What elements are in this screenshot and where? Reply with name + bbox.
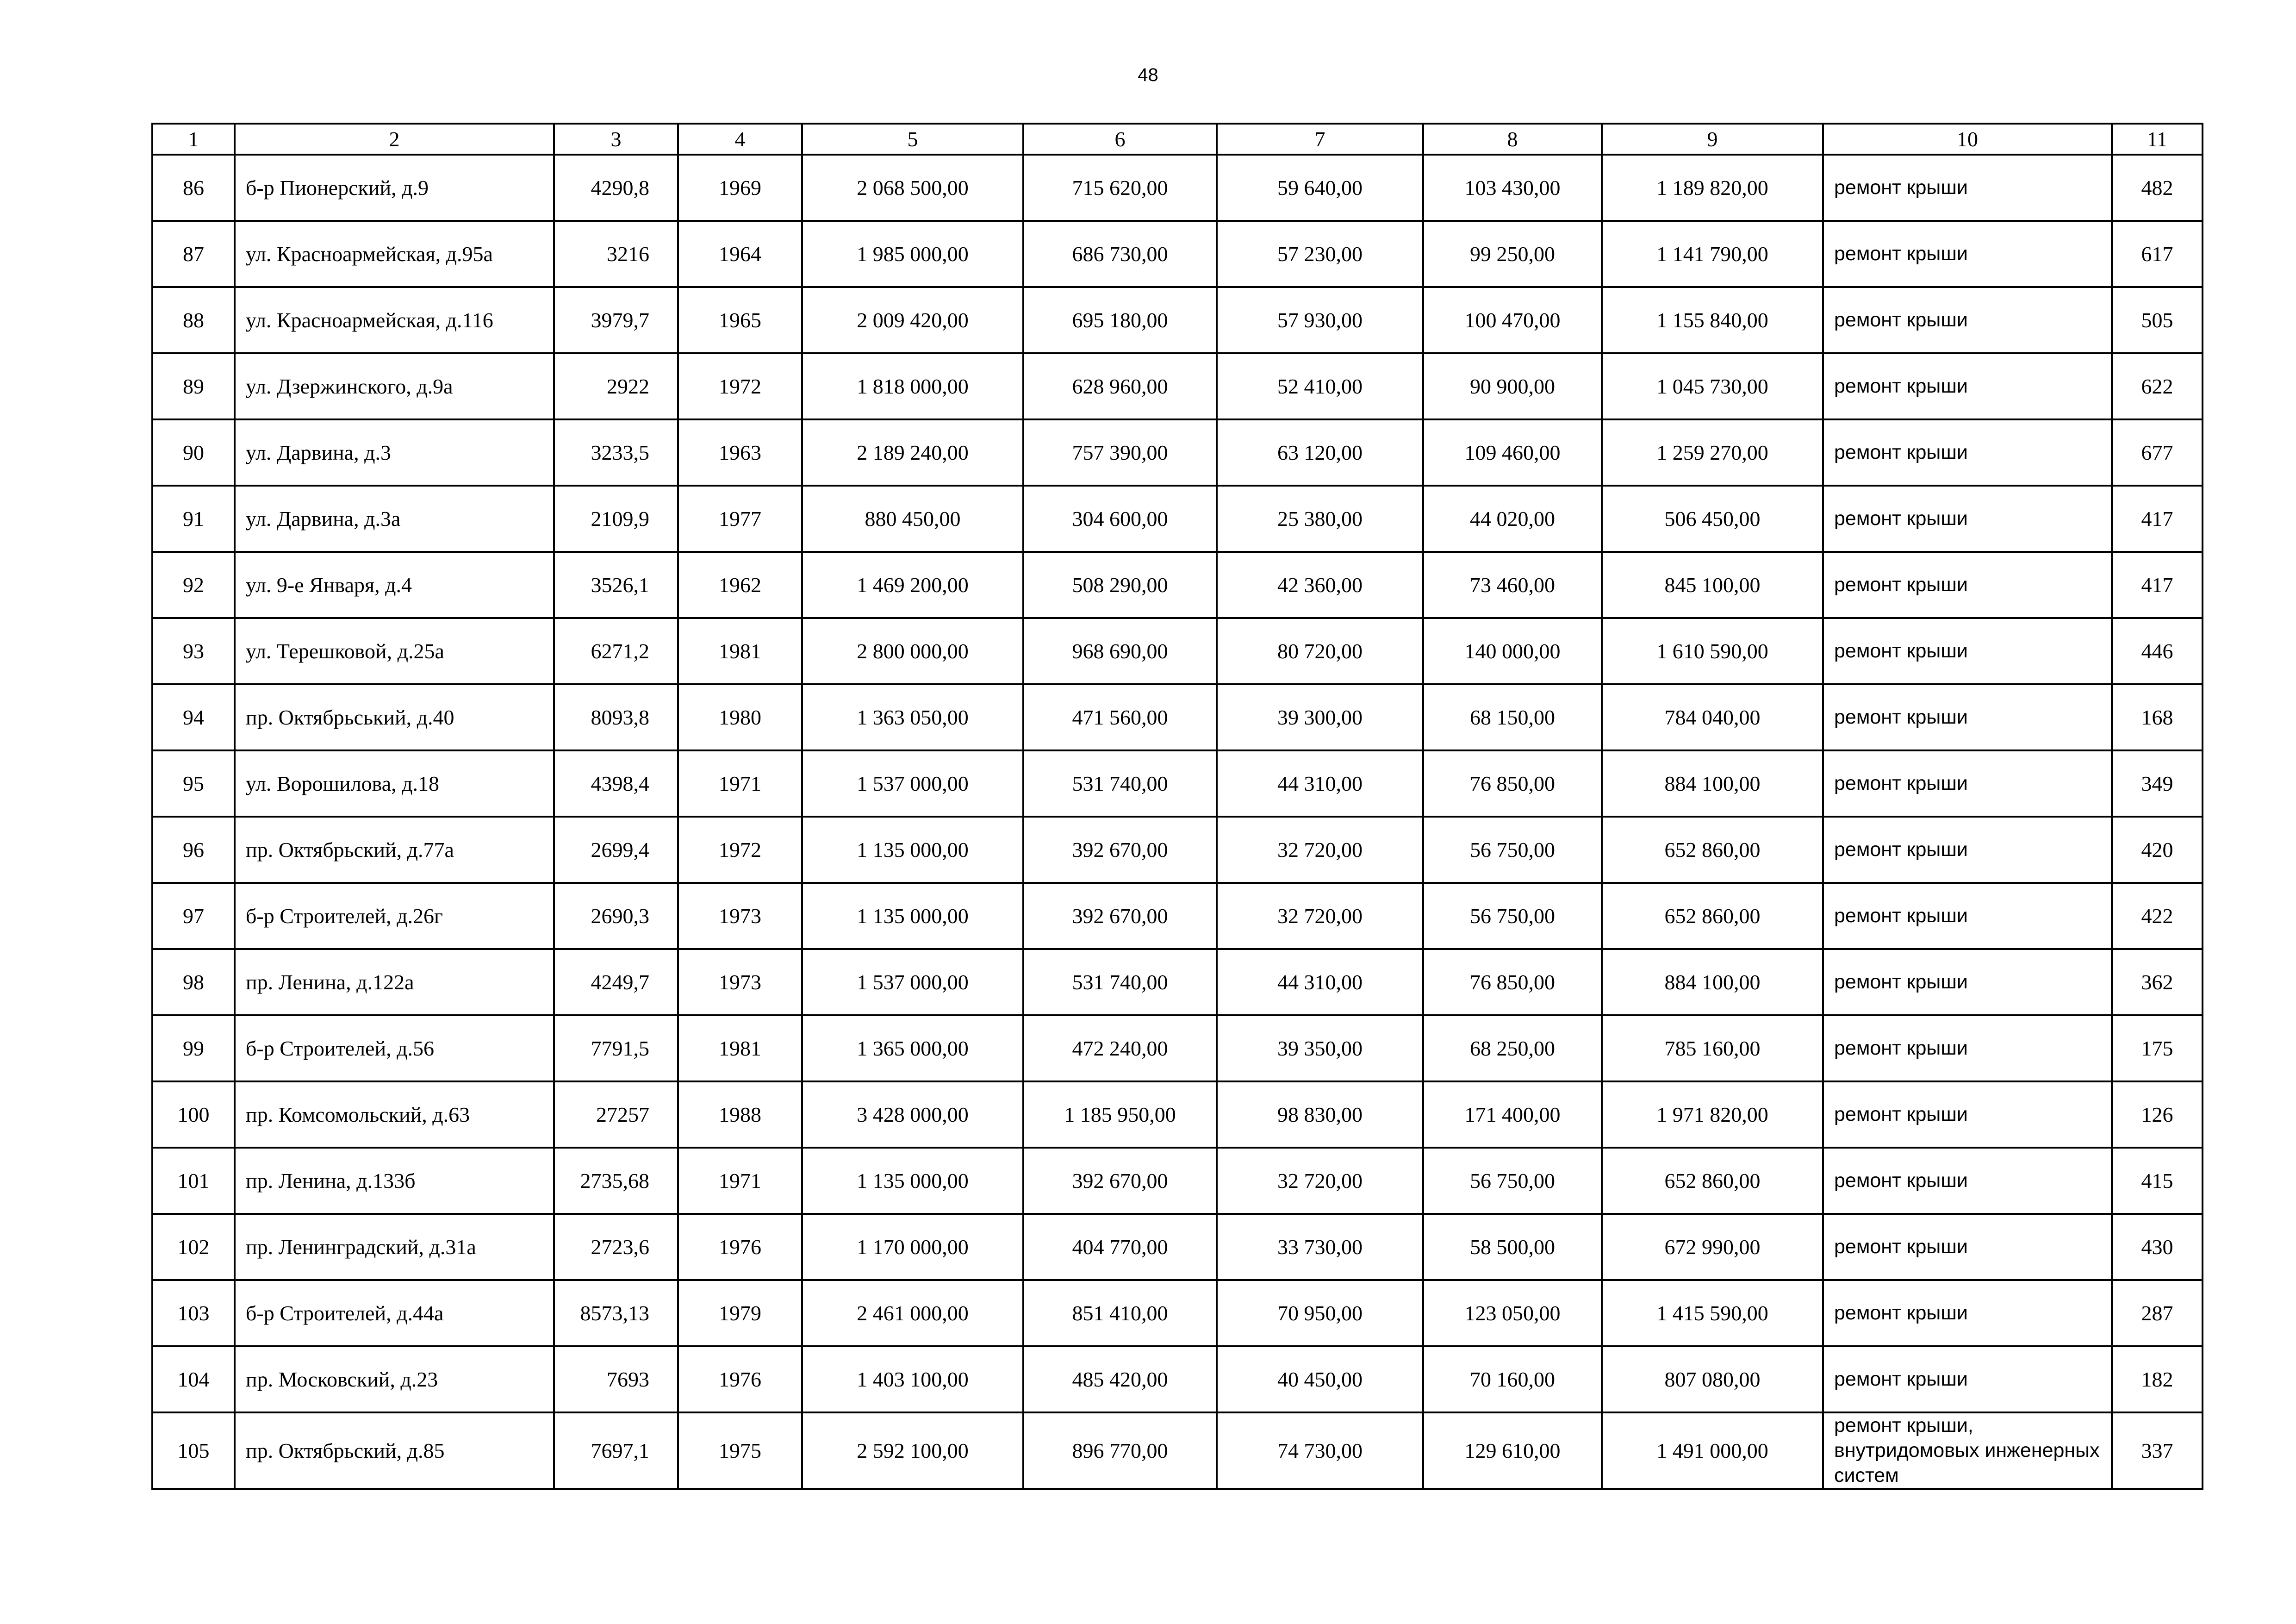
address-cell: пр. Московский, д.23 [235,1346,554,1412]
col8-cell: 44 020,00 [1423,486,1602,552]
table-row [152,287,2203,353]
page-number: 48 [1138,65,1158,85]
col11-cell: 482 [2112,155,2203,221]
work-type-cell: ремонт крыши [1823,1148,2112,1214]
year-cell: 1973 [678,949,802,1015]
col5-cell: 1 135 000,00 [802,883,1023,949]
col7-cell: 74 730,00 [1217,1412,1423,1489]
table-row [152,684,2203,750]
col6-cell: 628 960,00 [1023,353,1217,419]
work-type-cell: ремонт крыши [1823,949,2112,1015]
col5-cell: 1 469 200,00 [802,552,1023,618]
work-type-cell: ремонт крыши [1823,287,2112,353]
col7-cell: 80 720,00 [1217,618,1423,684]
col5-cell: 2 189 240,00 [802,419,1023,486]
address-cell: пр. Комсомольский, д.63 [235,1081,554,1148]
col11-cell: 175 [2112,1015,2203,1081]
table-row [152,1015,2203,1081]
table-row [152,419,2203,486]
address-cell: ул. Ворошилова, д.18 [235,750,554,817]
area-cell: 7791,5 [554,1015,678,1081]
col6-cell: 471 560,00 [1023,684,1217,750]
area-cell: 3979,7 [554,287,678,353]
col7-cell: 32 720,00 [1217,883,1423,949]
column-header-10: 10 [1823,124,2112,155]
col11-cell: 422 [2112,883,2203,949]
col9-cell: 845 100,00 [1602,552,1823,618]
col8-cell: 73 460,00 [1423,552,1602,618]
area-cell: 2723,6 [554,1214,678,1280]
col11-cell: 362 [2112,949,2203,1015]
address-cell: ул. Красноармейская, д.116 [235,287,554,353]
year-cell: 1979 [678,1280,802,1346]
address-cell: б-р Строителей, д.56 [235,1015,554,1081]
area-cell: 8093,8 [554,684,678,750]
col6-cell: 686 730,00 [1023,221,1217,287]
col11-cell: 415 [2112,1148,2203,1214]
col11-cell: 677 [2112,419,2203,486]
col6-cell: 485 420,00 [1023,1346,1217,1412]
col9-cell: 807 080,00 [1602,1346,1823,1412]
col11-cell: 337 [2112,1412,2203,1489]
col9-cell: 1 141 790,00 [1602,221,1823,287]
col8-cell: 103 430,00 [1423,155,1602,221]
col6-cell: 392 670,00 [1023,817,1217,883]
year-cell: 1972 [678,817,802,883]
address-cell: пр. Ленина, д.133б [235,1148,554,1214]
address-cell: ул. Дарвина, д.3 [235,419,554,486]
year-cell: 1971 [678,750,802,817]
row-number-cell: 90 [152,419,235,486]
col6-cell: 968 690,00 [1023,618,1217,684]
work-type-cell: ремонт крыши [1823,684,2112,750]
work-type-cell: ремонт крыши [1823,155,2112,221]
column-header-9: 9 [1602,124,1823,155]
area-cell: 6271,2 [554,618,678,684]
row-number-cell: 99 [152,1015,235,1081]
col9-cell: 652 860,00 [1602,1148,1823,1214]
col5-cell: 2 800 000,00 [802,618,1023,684]
col5-cell: 2 461 000,00 [802,1280,1023,1346]
col9-cell: 784 040,00 [1602,684,1823,750]
area-cell: 4249,7 [554,949,678,1015]
col6-cell: 715 620,00 [1023,155,1217,221]
year-cell: 1988 [678,1081,802,1148]
col11-cell: 287 [2112,1280,2203,1346]
table-row [152,949,2203,1015]
row-number-cell: 104 [152,1346,235,1412]
col9-cell: 1 259 270,00 [1602,419,1823,486]
table-row [152,155,2203,221]
address-cell: ул. 9-е Января, д.4 [235,552,554,618]
row-number-cell: 103 [152,1280,235,1346]
address-cell: пр. Октябрьський, д.40 [235,684,554,750]
address-cell: б-р Строителей, д.26г [235,883,554,949]
column-header-1: 1 [152,124,235,155]
area-cell: 2699,4 [554,817,678,883]
year-cell: 1962 [678,552,802,618]
col11-cell: 417 [2112,486,2203,552]
column-header-11: 11 [2112,124,2203,155]
col7-cell: 57 230,00 [1217,221,1423,287]
work-type-cell: ремонт крыши [1823,883,2112,949]
table-row [152,1148,2203,1214]
column-header-7: 7 [1217,124,1423,155]
col5-cell: 3 428 000,00 [802,1081,1023,1148]
row-number-cell: 91 [152,486,235,552]
area-cell: 4290,8 [554,155,678,221]
year-cell: 1963 [678,419,802,486]
table-row [152,1346,2203,1412]
area-cell: 3526,1 [554,552,678,618]
area-cell: 7697,1 [554,1412,678,1489]
year-cell: 1976 [678,1214,802,1280]
col5-cell: 1 537 000,00 [802,949,1023,1015]
address-cell: ул. Терешковой, д.25а [235,618,554,684]
col5-cell: 1 365 000,00 [802,1015,1023,1081]
col7-cell: 25 380,00 [1217,486,1423,552]
col5-cell: 1 818 000,00 [802,353,1023,419]
year-cell: 1981 [678,618,802,684]
table-row [152,817,2203,883]
col11-cell: 417 [2112,552,2203,618]
column-header-5: 5 [802,124,1023,155]
col5-cell: 1 985 000,00 [802,221,1023,287]
table-row [152,618,2203,684]
address-cell: пр. Ленинградский, д.31а [235,1214,554,1280]
row-number-cell: 100 [152,1081,235,1148]
col6-cell: 1 185 950,00 [1023,1081,1217,1148]
col8-cell: 76 850,00 [1423,949,1602,1015]
col11-cell: 622 [2112,353,2203,419]
col11-cell: 349 [2112,750,2203,817]
col9-cell: 1 155 840,00 [1602,287,1823,353]
repair-register-table [151,123,2203,1490]
col9-cell: 884 100,00 [1602,750,1823,817]
col11-cell: 430 [2112,1214,2203,1280]
year-cell: 1973 [678,883,802,949]
table-row [152,1081,2203,1148]
row-number-cell: 96 [152,817,235,883]
table-row [152,221,2203,287]
col8-cell: 58 500,00 [1423,1214,1602,1280]
col8-cell: 99 250,00 [1423,221,1602,287]
column-number-header-row [152,124,2203,155]
col8-cell: 76 850,00 [1423,750,1602,817]
area-cell: 3216 [554,221,678,287]
row-number-cell: 94 [152,684,235,750]
col6-cell: 404 770,00 [1023,1214,1217,1280]
table-row [152,750,2203,817]
col5-cell: 2 068 500,00 [802,155,1023,221]
col9-cell: 1 610 590,00 [1602,618,1823,684]
col7-cell: 33 730,00 [1217,1214,1423,1280]
col5-cell: 1 403 100,00 [802,1346,1023,1412]
col7-cell: 57 930,00 [1217,287,1423,353]
col11-cell: 420 [2112,817,2203,883]
row-number-cell: 92 [152,552,235,618]
col7-cell: 59 640,00 [1217,155,1423,221]
col11-cell: 617 [2112,221,2203,287]
col6-cell: 531 740,00 [1023,750,1217,817]
row-number-cell: 87 [152,221,235,287]
col8-cell: 140 000,00 [1423,618,1602,684]
column-header-8: 8 [1423,124,1602,155]
col7-cell: 39 300,00 [1217,684,1423,750]
year-cell: 1981 [678,1015,802,1081]
col8-cell: 56 750,00 [1423,883,1602,949]
area-cell: 2735,68 [554,1148,678,1214]
col9-cell: 1 415 590,00 [1602,1280,1823,1346]
work-type-cell: ремонт крыши [1823,817,2112,883]
col9-cell: 1 971 820,00 [1602,1081,1823,1148]
year-cell: 1969 [678,155,802,221]
year-cell: 1965 [678,287,802,353]
col7-cell: 39 350,00 [1217,1015,1423,1081]
year-cell: 1975 [678,1412,802,1489]
area-cell: 2690,3 [554,883,678,949]
column-header-3: 3 [554,124,678,155]
col6-cell: 757 390,00 [1023,419,1217,486]
row-number-cell: 98 [152,949,235,1015]
column-header-4: 4 [678,124,802,155]
col8-cell: 56 750,00 [1423,1148,1602,1214]
col5-cell: 1 363 050,00 [802,684,1023,750]
col8-cell: 68 150,00 [1423,684,1602,750]
col6-cell: 392 670,00 [1023,883,1217,949]
col11-cell: 126 [2112,1081,2203,1148]
year-cell: 1976 [678,1346,802,1412]
row-number-cell: 95 [152,750,235,817]
col7-cell: 32 720,00 [1217,817,1423,883]
col8-cell: 68 250,00 [1423,1015,1602,1081]
row-number-cell: 101 [152,1148,235,1214]
col6-cell: 896 770,00 [1023,1412,1217,1489]
table-row [152,353,2203,419]
col5-cell: 2 009 420,00 [802,287,1023,353]
row-number-cell: 88 [152,287,235,353]
col11-cell: 446 [2112,618,2203,684]
col8-cell: 56 750,00 [1423,817,1602,883]
year-cell: 1977 [678,486,802,552]
col7-cell: 63 120,00 [1217,419,1423,486]
col5-cell: 1 537 000,00 [802,750,1023,817]
table-row [152,883,2203,949]
work-type-cell: ремонт крыши [1823,618,2112,684]
year-cell: 1980 [678,684,802,750]
col7-cell: 52 410,00 [1217,353,1423,419]
work-type-cell: ремонт крыши [1823,1280,2112,1346]
area-cell: 4398,4 [554,750,678,817]
col9-cell: 884 100,00 [1602,949,1823,1015]
col9-cell: 785 160,00 [1602,1015,1823,1081]
work-type-cell: ремонт крыши, внутридомовых инженерных систем [1823,1412,2112,1489]
work-type-cell: ремонт крыши [1823,1081,2112,1148]
table-row [152,552,2203,618]
work-type-cell: ремонт крыши [1823,221,2112,287]
row-number-cell: 105 [152,1412,235,1489]
area-cell: 2109,9 [554,486,678,552]
col8-cell: 90 900,00 [1423,353,1602,419]
address-cell: б-р Пионерский, д.9 [235,155,554,221]
col6-cell: 304 600,00 [1023,486,1217,552]
area-cell: 3233,5 [554,419,678,486]
year-cell: 1972 [678,353,802,419]
col6-cell: 472 240,00 [1023,1015,1217,1081]
row-number-cell: 89 [152,353,235,419]
col7-cell: 44 310,00 [1217,750,1423,817]
col5-cell: 1 170 000,00 [802,1214,1023,1280]
address-cell: ул. Дарвина, д.3а [235,486,554,552]
table-row [152,1280,2203,1346]
work-type-cell: ремонт крыши [1823,486,2112,552]
column-header-2: 2 [235,124,554,155]
work-type-cell: ремонт крыши [1823,552,2112,618]
address-cell: пр. Ленина, д.122а [235,949,554,1015]
col5-cell: 2 592 100,00 [802,1412,1023,1489]
address-cell: пр. Октябрьский, д.77а [235,817,554,883]
col6-cell: 851 410,00 [1023,1280,1217,1346]
area-cell: 8573,13 [554,1280,678,1346]
row-number-cell: 86 [152,155,235,221]
col7-cell: 70 950,00 [1217,1280,1423,1346]
column-header-6: 6 [1023,124,1217,155]
table-body [152,155,2203,1489]
col7-cell: 44 310,00 [1217,949,1423,1015]
col8-cell: 129 610,00 [1423,1412,1602,1489]
work-type-cell: ремонт крыши [1823,419,2112,486]
work-type-cell: ремонт крыши [1823,1015,2112,1081]
area-cell: 27257 [554,1081,678,1148]
col8-cell: 123 050,00 [1423,1280,1602,1346]
col7-cell: 42 360,00 [1217,552,1423,618]
area-cell: 7693 [554,1346,678,1412]
work-type-cell: ремонт крыши [1823,1346,2112,1412]
address-cell: ул. Дзержинского, д.9а [235,353,554,419]
col6-cell: 508 290,00 [1023,552,1217,618]
col6-cell: 392 670,00 [1023,1148,1217,1214]
col9-cell: 1 491 000,00 [1602,1412,1823,1489]
year-cell: 1971 [678,1148,802,1214]
col7-cell: 40 450,00 [1217,1346,1423,1412]
work-type-cell: ремонт крыши [1823,353,2112,419]
col7-cell: 98 830,00 [1217,1081,1423,1148]
year-cell: 1964 [678,221,802,287]
address-cell: пр. Октябрьский, д.85 [235,1412,554,1489]
col5-cell: 880 450,00 [802,486,1023,552]
col8-cell: 109 460,00 [1423,419,1602,486]
area-cell: 2922 [554,353,678,419]
table-row [152,1412,2203,1489]
col9-cell: 1 189 820,00 [1602,155,1823,221]
col9-cell: 652 860,00 [1602,883,1823,949]
row-number-cell: 97 [152,883,235,949]
col11-cell: 182 [2112,1346,2203,1412]
col8-cell: 171 400,00 [1423,1081,1602,1148]
work-type-cell: ремонт крыши [1823,1214,2112,1280]
col6-cell: 695 180,00 [1023,287,1217,353]
address-cell: ул. Красноармейская, д.95а [235,221,554,287]
table-row [152,1214,2203,1280]
col9-cell: 652 860,00 [1602,817,1823,883]
col6-cell: 531 740,00 [1023,949,1217,1015]
row-number-cell: 93 [152,618,235,684]
col9-cell: 1 045 730,00 [1602,353,1823,419]
col5-cell: 1 135 000,00 [802,1148,1023,1214]
col8-cell: 100 470,00 [1423,287,1602,353]
col8-cell: 70 160,00 [1423,1346,1602,1412]
address-cell: б-р Строителей, д.44а [235,1280,554,1346]
col5-cell: 1 135 000,00 [802,817,1023,883]
col9-cell: 506 450,00 [1602,486,1823,552]
table-row [152,486,2203,552]
work-type-cell: ремонт крыши [1823,750,2112,817]
row-number-cell: 102 [152,1214,235,1280]
col7-cell: 32 720,00 [1217,1148,1423,1214]
col9-cell: 672 990,00 [1602,1214,1823,1280]
col11-cell: 168 [2112,684,2203,750]
col11-cell: 505 [2112,287,2203,353]
